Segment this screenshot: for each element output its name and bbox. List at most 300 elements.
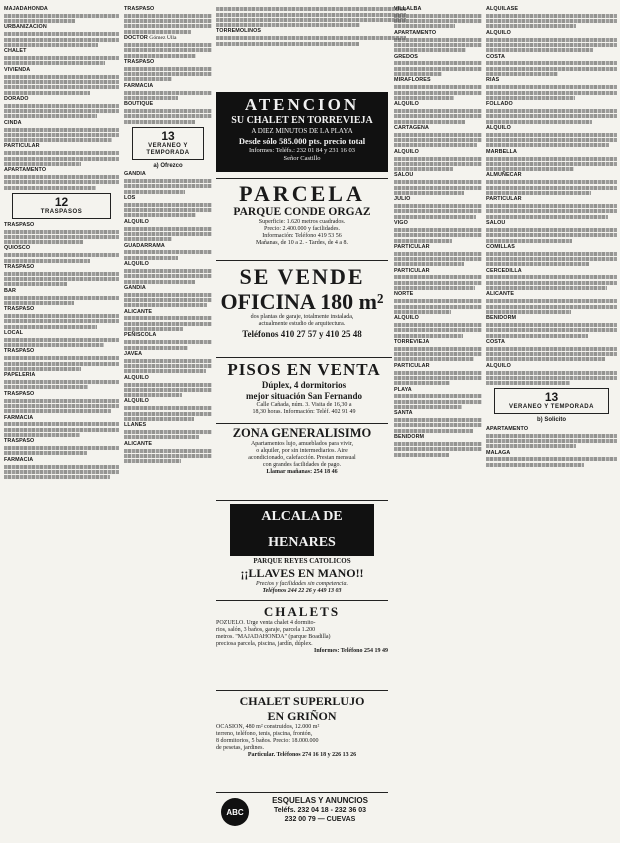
classified-entry xyxy=(216,7,406,27)
classified-keyword: PAPELERIA xyxy=(4,372,36,379)
ad-atencion-line3: Desde sólo 585.000 pts. precio total xyxy=(238,136,366,146)
illegible-print xyxy=(4,272,119,276)
classified-entry xyxy=(124,195,212,217)
illegible-print xyxy=(486,109,617,113)
classified-keyword: TORREVIEJA xyxy=(394,338,430,345)
illegible-print xyxy=(486,328,617,332)
classified-keyword: ALQUILO xyxy=(124,374,149,381)
classified-entry xyxy=(124,83,212,100)
illegible-print xyxy=(486,167,574,171)
classified-entry xyxy=(4,24,119,46)
illegible-print xyxy=(486,48,593,52)
illegible-print xyxy=(486,323,617,327)
classified-entry xyxy=(394,77,482,99)
classified-entry xyxy=(4,222,119,244)
illegible-print xyxy=(4,157,119,161)
classified-entry xyxy=(4,457,119,479)
classified-keyword: ALQUILO xyxy=(486,362,511,369)
classified-entry xyxy=(124,6,212,34)
illegible-print xyxy=(4,301,74,305)
illegible-print xyxy=(486,133,617,137)
illegible-print xyxy=(394,162,482,166)
section-header xyxy=(12,193,111,219)
classified-keyword: ALICANTE xyxy=(124,308,153,315)
ad-zona-generalisimo xyxy=(216,426,388,496)
classified-entry xyxy=(4,67,119,95)
section-label: VERANEO Y TEMPORADA xyxy=(146,142,190,156)
ad-zona-l3: acondicionado, calefacción. Prestan mensual xyxy=(248,455,356,461)
classified-keyword: SANTA xyxy=(394,410,413,417)
illegible-print xyxy=(124,30,191,34)
illegible-print xyxy=(394,394,482,398)
illegible-print xyxy=(4,14,119,18)
classified-keyword: COSTA xyxy=(486,338,505,345)
illegible-print xyxy=(124,293,212,297)
classified-entry xyxy=(486,149,617,171)
ad-alcala-l3: Precios y facilidades sin competencia. xyxy=(256,581,348,587)
classified-entry xyxy=(124,35,212,57)
classified-entry xyxy=(394,315,482,337)
classified-keyword: QUIOSCO xyxy=(4,245,31,252)
classified-entry xyxy=(124,398,212,420)
classified-keyword: JULIO xyxy=(394,196,411,203)
classified-entry xyxy=(4,245,119,262)
classified-keyword: APARTAMENTO xyxy=(4,167,47,174)
illegible-print xyxy=(394,281,482,285)
illegible-print xyxy=(486,138,617,142)
classified-keyword: MIRAFLORES xyxy=(394,77,431,84)
classified-keyword: MAJADAHONDA xyxy=(4,6,48,12)
classifieds-column-1 xyxy=(4,6,119,842)
illegible-print xyxy=(4,451,87,455)
ad-superlujo-l4: de pesetas, jardines. xyxy=(216,745,264,751)
classified-keyword: TRASPASO xyxy=(4,438,35,445)
section-number: 13 xyxy=(544,390,559,405)
classified-keyword: PLAYA xyxy=(394,386,412,393)
ad-oficina xyxy=(216,264,388,354)
classified-entry xyxy=(394,410,482,432)
ad-zona-title: ZONA GENERALISIMO xyxy=(232,426,372,440)
ad-pisos-title: PISOS EN VENTA xyxy=(227,360,381,379)
illegible-print xyxy=(486,43,617,47)
classified-entry xyxy=(124,219,212,241)
illegible-print xyxy=(486,91,617,95)
illegible-print xyxy=(4,380,119,384)
classified-entry xyxy=(394,6,482,28)
illegible-print xyxy=(4,446,119,450)
classified-keyword: CERCEDILLA xyxy=(486,267,522,274)
illegible-print xyxy=(394,228,482,232)
classified-keyword: NORTE xyxy=(394,291,414,298)
ad-pisos-venta xyxy=(216,360,392,420)
illegible-print xyxy=(486,180,617,184)
illegible-print xyxy=(394,418,482,422)
classified-entry xyxy=(4,120,119,142)
classified-keyword: URBANIZACION xyxy=(4,24,47,31)
ad-parcela-l2: Precio: 2.400.000 y facilidades. xyxy=(264,226,340,232)
classified-keyword: LOCAL xyxy=(4,329,24,336)
classified-keyword: VIGO xyxy=(394,220,408,227)
esquelas-phones-2: 232 00 79 — CUEVAS xyxy=(284,816,356,823)
illegible-print xyxy=(394,299,482,303)
section-header xyxy=(494,388,609,414)
classified-entry xyxy=(486,268,617,290)
classified-entry xyxy=(124,285,212,307)
classified-entry xyxy=(486,315,617,337)
illegible-print xyxy=(394,43,482,47)
classified-entry xyxy=(394,339,482,361)
illegible-print xyxy=(4,133,119,137)
illegible-print xyxy=(394,133,482,137)
illegible-print xyxy=(394,381,450,385)
section-subheading: b) Solicito xyxy=(537,417,566,424)
illegible-print xyxy=(124,459,181,463)
classified-keyword: TRASPASO xyxy=(4,306,35,313)
illegible-print xyxy=(394,334,463,338)
ad-chalets-l4: preciosa parcela, piscina, jardín, dúplex. xyxy=(216,641,313,647)
ad-atencion-line5: Señor Castillo xyxy=(283,155,321,162)
classified-entry xyxy=(486,77,617,99)
illegible-print xyxy=(4,56,119,60)
classified-entry xyxy=(394,244,482,266)
illegible-print xyxy=(486,371,617,375)
illegible-print xyxy=(486,352,617,356)
classified-entry xyxy=(486,30,617,52)
illegible-print xyxy=(4,128,119,132)
classified-entry xyxy=(394,196,482,218)
illegible-print xyxy=(394,91,482,95)
illegible-print xyxy=(486,67,617,71)
classified-keyword: SALOU xyxy=(394,172,414,179)
esquelas-box xyxy=(252,796,388,824)
illegible-print xyxy=(486,381,570,385)
illegible-print xyxy=(394,167,453,171)
illegible-print xyxy=(394,143,477,147)
illegible-print xyxy=(486,215,608,219)
classified-keyword: APARTAMENTO xyxy=(486,425,529,432)
section-subheading: a) Ofrezco xyxy=(153,162,183,169)
illegible-print xyxy=(486,14,617,18)
classified-keyword: TRASPASO xyxy=(4,263,35,270)
classified-keyword: DOCTOR xyxy=(124,35,148,42)
classified-entry xyxy=(4,264,119,286)
illegible-print xyxy=(486,186,617,190)
ad-chalets-l2: rios, salón, 3 baños, garaje, parcela 1.200 xyxy=(216,627,316,633)
classified-entry xyxy=(124,243,212,260)
classified-keyword: APARTAMENTO xyxy=(394,29,437,36)
ad-zona-tel: Llamar mañanas: 254 18 46 xyxy=(266,469,338,475)
classified-keyword: GANDIA xyxy=(124,284,146,291)
illegible-print xyxy=(486,19,617,23)
ad-alcala-l1: PARQUE REYES CATOLICOS xyxy=(253,557,351,565)
section-number: 12 xyxy=(54,194,69,209)
illegible-print xyxy=(124,77,172,81)
illegible-print xyxy=(486,239,572,243)
classified-entry xyxy=(4,372,119,389)
illegible-print xyxy=(124,359,212,363)
illegible-print xyxy=(394,323,482,327)
classified-entry xyxy=(486,291,617,313)
section-number: 13 xyxy=(161,128,175,143)
ad-oficina-title2: OFICINA 180 m² xyxy=(220,289,384,314)
illegible-print xyxy=(486,114,617,118)
illegible-print xyxy=(124,67,212,71)
ad-parcela-l1: Superficie: 1.620 metros cuadrados. xyxy=(258,219,346,225)
classified-entry xyxy=(124,375,212,397)
illegible-print xyxy=(4,314,119,318)
ad-parcela-l3: Información: Teléfono 419 53 56 xyxy=(262,233,342,239)
illegible-print xyxy=(4,325,97,329)
classified-entry xyxy=(486,125,617,147)
illegible-print xyxy=(4,404,119,408)
illegible-print xyxy=(124,369,206,373)
illegible-print xyxy=(4,253,119,257)
illegible-print xyxy=(486,191,591,195)
illegible-print xyxy=(394,453,449,457)
illegible-print xyxy=(4,32,119,36)
classified-entry xyxy=(394,149,482,171)
classified-entry xyxy=(394,54,482,76)
classified-keyword: BAR xyxy=(4,287,16,294)
illegible-print xyxy=(394,262,464,266)
illegible-print xyxy=(124,120,195,124)
illegible-print xyxy=(124,430,212,434)
illegible-print xyxy=(4,465,119,469)
illegible-print xyxy=(4,422,119,426)
classified-entry xyxy=(4,96,119,118)
classified-keyword: FARMACIA xyxy=(124,82,154,89)
ad-superlujo-l2: terreno, teléfono, tenis, piscina, frontón, xyxy=(216,731,313,737)
illegible-print xyxy=(394,120,465,124)
illegible-print xyxy=(486,347,617,351)
illegible-print xyxy=(216,7,406,11)
classified-keyword: FARMACIA xyxy=(4,456,34,463)
illegible-print xyxy=(4,61,105,65)
illegible-print xyxy=(4,114,97,118)
illegible-print xyxy=(4,240,83,244)
classified-entry xyxy=(486,339,617,361)
illegible-print xyxy=(124,179,212,183)
classified-keyword: PARTICULAR xyxy=(394,362,430,369)
esquelas-title: ESQUELAS Y ANUNCIOS xyxy=(272,796,368,805)
illegible-print xyxy=(4,80,119,84)
illegible-print xyxy=(394,447,482,451)
illegible-print xyxy=(4,356,119,360)
illegible-print xyxy=(486,305,617,309)
illegible-print xyxy=(394,275,482,279)
ad-oficina-l1: dos plantas de garaje, totalmente instalada, xyxy=(250,314,354,320)
illegible-print xyxy=(394,186,482,190)
classified-keyword: BENIDORM xyxy=(394,434,425,441)
esquelas-phones: Teléfs. 232 04 18 - 232 36 03 xyxy=(273,807,367,814)
illegible-print xyxy=(124,256,178,260)
illegible-print xyxy=(124,388,212,392)
illegible-print xyxy=(4,343,104,347)
ad-parcela xyxy=(216,182,388,254)
illegible-print xyxy=(486,376,617,380)
illegible-print xyxy=(4,409,111,413)
classified-entry xyxy=(4,288,119,305)
illegible-print xyxy=(486,157,617,161)
classified-entry xyxy=(4,391,119,413)
illegible-print xyxy=(4,475,110,479)
classified-keyword: SALOU xyxy=(486,220,506,227)
classified-entry xyxy=(486,450,617,467)
illegible-print xyxy=(4,470,119,474)
ad-parcela-sub: PARQUE CONDE ORGAZ xyxy=(233,206,371,218)
illegible-print xyxy=(394,347,482,351)
illegible-print xyxy=(394,48,466,52)
illegible-print xyxy=(394,191,464,195)
illegible-print xyxy=(394,61,482,65)
classified-entry xyxy=(486,101,617,123)
illegible-print xyxy=(486,444,576,448)
ad-alcala-l2: ¡¡LLAVES EN MANO!! xyxy=(240,566,364,580)
section-header xyxy=(132,127,204,160)
classified-entry xyxy=(486,196,617,218)
illegible-print xyxy=(124,383,212,387)
illegible-print xyxy=(124,14,212,18)
classified-keyword: CINDA xyxy=(4,119,22,126)
abc-logo: ABC xyxy=(221,798,249,826)
illegible-print xyxy=(4,296,119,300)
classified-entry xyxy=(394,363,482,385)
illegible-print xyxy=(486,286,607,290)
illegible-print xyxy=(394,423,482,427)
illegible-print xyxy=(486,310,571,314)
classifieds-column-5 xyxy=(486,6,617,842)
ad-alcala-tel: Teléfonos 244 22 26 y 449 13 03 xyxy=(262,588,342,594)
illegible-print xyxy=(394,157,482,161)
illegible-print xyxy=(124,280,195,284)
ad-superlujo-title2: EN GRIÑON xyxy=(267,709,337,723)
classified-keyword: FOLLADO xyxy=(486,101,513,108)
illegible-print xyxy=(124,412,212,416)
ad-chalets xyxy=(216,604,388,684)
classified-entry xyxy=(486,426,617,448)
ad-superlujo-l3: 8 dormitorios, 5 baños. Precio: 18.000.000 xyxy=(216,738,319,744)
illegible-print xyxy=(4,104,119,108)
illegible-print xyxy=(124,227,212,231)
ad-chalets-title: CHALETS xyxy=(263,604,341,619)
classified-keyword: DORADO xyxy=(4,95,29,102)
illegible-print xyxy=(124,184,212,188)
ad-atencion-title: ATENCION xyxy=(244,95,360,114)
illegible-print xyxy=(124,213,196,217)
illegible-print xyxy=(124,24,212,28)
illegible-print xyxy=(4,75,119,79)
illegible-print xyxy=(394,19,482,23)
illegible-print xyxy=(124,322,212,326)
ad-chalets-l3: metros. "MAJADAHONDA" (parque Boadilla) xyxy=(216,634,331,640)
illegible-print xyxy=(4,175,119,179)
classified-entry xyxy=(4,348,119,370)
classified-keyword: ALQUILASE xyxy=(486,6,519,12)
classified-keyword: ALQUILO xyxy=(486,124,511,131)
classified-entry xyxy=(394,291,482,313)
ad-chalet-superlujo xyxy=(216,694,388,789)
classified-keyword: JAVEA xyxy=(124,350,143,357)
illegible-print xyxy=(216,36,406,40)
illegible-print xyxy=(124,340,212,344)
illegible-print xyxy=(394,442,482,446)
illegible-print xyxy=(486,334,588,338)
illegible-print xyxy=(4,338,119,342)
classified-entry xyxy=(124,261,212,283)
classified-keyword: BENIDORM xyxy=(486,315,517,322)
classified-keyword: ALICANTE xyxy=(486,291,515,298)
illegible-print xyxy=(4,259,90,263)
classified-keyword: PARTICULAR xyxy=(394,243,430,250)
illegible-print xyxy=(486,24,576,28)
classified-entry xyxy=(124,332,212,349)
illegible-print xyxy=(124,298,212,302)
illegible-print xyxy=(4,385,88,389)
illegible-print xyxy=(124,19,212,23)
illegible-print xyxy=(394,72,442,76)
illegible-print xyxy=(394,357,474,361)
classified-keyword: ALQUILO xyxy=(124,218,149,225)
illegible-print xyxy=(4,282,67,286)
illegible-print xyxy=(124,109,212,113)
illegible-print xyxy=(394,328,482,332)
classified-text: Gómez Ulla xyxy=(147,35,177,42)
classified-keyword: COSTA xyxy=(486,53,505,60)
illegible-print xyxy=(486,38,617,42)
illegible-print xyxy=(4,19,75,23)
illegible-print xyxy=(486,162,617,166)
illegible-print xyxy=(486,281,617,285)
classified-entry xyxy=(4,306,119,328)
ad-zona-l2: o alquiler, por sin intermediarios. Aire xyxy=(256,448,348,454)
illegible-print xyxy=(4,230,119,234)
classified-keyword: TRASPASO xyxy=(4,390,35,397)
classified-entry xyxy=(486,6,617,28)
ad-parcela-l4: Mañanas, de 10 a 2. - Tardes, de 4 a 8. xyxy=(255,240,349,246)
classified-entry xyxy=(4,438,119,455)
classified-entry xyxy=(486,172,617,194)
ad-atencion xyxy=(216,92,388,172)
illegible-print xyxy=(124,43,212,47)
illegible-print xyxy=(124,274,212,278)
illegible-print xyxy=(486,209,617,213)
illegible-print xyxy=(486,85,617,89)
illegible-print xyxy=(4,91,90,95)
classified-keyword: CARTAGENA xyxy=(394,124,429,131)
classified-entry xyxy=(124,101,212,123)
ad-oficina-tel: Teléfonos 410 27 57 y 410 25 48 xyxy=(242,329,362,339)
ad-alcala-title: ALCALA DE HENARES xyxy=(230,504,374,556)
classified-entry xyxy=(124,171,212,193)
classified-entry xyxy=(394,434,482,456)
illegible-print xyxy=(4,109,119,113)
illegible-print xyxy=(124,48,212,52)
section-label: VERANEO Y TEMPORADA xyxy=(509,404,594,411)
illegible-print xyxy=(486,228,617,232)
illegible-print xyxy=(394,109,482,113)
illegible-print xyxy=(394,233,482,237)
illegible-print xyxy=(4,433,80,437)
illegible-print xyxy=(394,38,482,42)
classified-entry xyxy=(216,28,406,45)
illegible-print xyxy=(4,180,119,184)
illegible-print xyxy=(394,204,482,208)
illegible-print xyxy=(394,215,476,219)
classified-keyword: PARTICULAR xyxy=(394,267,430,274)
illegible-print xyxy=(216,18,406,22)
illegible-print xyxy=(216,13,406,17)
classifieds-column-3-top xyxy=(216,6,406,94)
